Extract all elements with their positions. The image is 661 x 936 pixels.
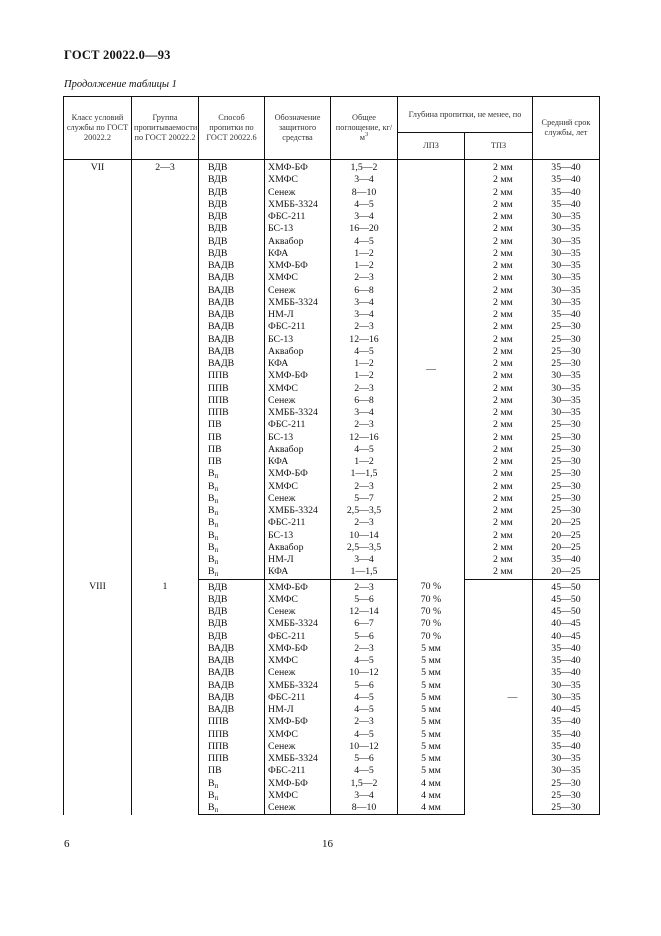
cell-load: 2—3 xyxy=(331,643,398,655)
cell-impregnability-group: 1 xyxy=(132,579,199,815)
cell-load: 8—10 xyxy=(331,187,398,199)
cell-load: 1—1,5 xyxy=(331,468,398,480)
cell-service-life: 30—35 xyxy=(533,236,600,248)
cell-lpz: 70 % xyxy=(398,606,465,618)
cell-load: 10—12 xyxy=(331,667,398,679)
cell-agent: НМ-Л xyxy=(265,554,331,566)
cell-agent: БС-13 xyxy=(265,432,331,444)
cell-agent: ХМФС xyxy=(265,383,331,395)
cell-agent: ФБС-211 xyxy=(265,692,331,704)
cell-agent: ХМФ-БФ xyxy=(265,579,331,594)
cell-agent: ХМББ-3324 xyxy=(265,618,331,630)
cell-agent: БС-13 xyxy=(265,334,331,346)
cell-service-life: 25—30 xyxy=(533,321,600,333)
cell-lpz: 5 мм xyxy=(398,643,465,655)
cell-method: $В_п$ xyxy=(199,493,265,505)
cell-load: 1—2 xyxy=(331,358,398,370)
cell-method: $В_п$ xyxy=(199,554,265,566)
cell-method: ВАДВ xyxy=(199,643,265,655)
cell-tpz: 2 мм xyxy=(465,248,533,260)
cell-load: 4—5 xyxy=(331,729,398,741)
cell-tpz: 2 мм xyxy=(465,493,533,505)
page-number-center: 16 xyxy=(322,838,333,850)
cell-method: ВАДВ xyxy=(199,704,265,716)
cell-lpz: 5 мм xyxy=(398,692,465,704)
cell-agent: КФА xyxy=(265,566,331,579)
cell-lpz: 70 % xyxy=(398,579,465,594)
cell-tpz: 2 мм xyxy=(465,554,533,566)
cell-agent: ХМББ-3324 xyxy=(265,505,331,517)
cell-impregnability-group: 2—3 xyxy=(132,160,199,580)
cell-load: 4—5 xyxy=(331,655,398,667)
cell-load: 4—5 xyxy=(331,704,398,716)
cell-agent: ХМББ-3324 xyxy=(265,297,331,309)
cell-service-life: 30—35 xyxy=(533,297,600,309)
cell-load: 4—5 xyxy=(331,346,398,358)
cell-lpz: 5 мм xyxy=(398,667,465,679)
cell-service-life: 25—30 xyxy=(533,346,600,358)
cell-service-life: 35—40 xyxy=(533,554,600,566)
cell-tpz: 2 мм xyxy=(465,174,533,186)
cell-service-life: 20—25 xyxy=(533,566,600,579)
cell-agent: НМ-Л xyxy=(265,309,331,321)
cell-tpz: 2 мм xyxy=(465,223,533,235)
cell-load: 1—2 xyxy=(331,370,398,382)
cell-tpz: 2 мм xyxy=(465,187,533,199)
col-header-agent: Обозначение защитного средства xyxy=(265,97,331,160)
impregnation-table xyxy=(63,96,600,815)
cell-tpz: 2 мм xyxy=(465,542,533,554)
cell-agent: Сенеж xyxy=(265,606,331,618)
cell-agent: ХМФ-БФ xyxy=(265,370,331,382)
cell-agent: ХМФ-БФ xyxy=(265,260,331,272)
cell-method: ВАДВ xyxy=(199,358,265,370)
cell-method: ВАДВ xyxy=(199,655,265,667)
cell-load: 2—3 xyxy=(331,517,398,529)
cell-load: 2—3 xyxy=(331,321,398,333)
cell-service-class: VII xyxy=(64,160,132,580)
table-body xyxy=(64,160,600,815)
cell-method: ВДВ xyxy=(199,199,265,211)
cell-method: ВДВ xyxy=(199,631,265,643)
cell-method: ВДВ xyxy=(199,160,265,175)
cell-method: ВДВ xyxy=(199,223,265,235)
cell-tpz: 2 мм xyxy=(465,285,533,297)
cell-agent: Сенеж xyxy=(265,493,331,505)
cell-load: 2—3 xyxy=(331,716,398,728)
cell-tpz: 2 мм xyxy=(465,334,533,346)
cell-method: ВАДВ xyxy=(199,321,265,333)
cell-service-life: 25—30 xyxy=(533,334,600,346)
col-header-load: Общее поглощение, $кг/м^3$ xyxy=(331,97,398,160)
cell-agent: ХМББ-3324 xyxy=(265,199,331,211)
cell-service-life: 30—35 xyxy=(533,407,600,419)
cell-service-life: 30—35 xyxy=(533,248,600,260)
cell-lpz: 5 мм xyxy=(398,729,465,741)
cell-service-life: 35—40 xyxy=(533,187,600,199)
cell-agent: БС-13 xyxy=(265,223,331,235)
cell-load: 10—14 xyxy=(331,530,398,542)
cell-service-life: 35—40 xyxy=(533,667,600,679)
cell-lpz: 5 мм xyxy=(398,680,465,692)
cell-tpz: 2 мм xyxy=(465,432,533,444)
cell-service-life: 20—25 xyxy=(533,542,600,554)
cell-tpz-merged: — xyxy=(465,579,533,815)
cell-load: 4—5 xyxy=(331,199,398,211)
cell-method: ПВ xyxy=(199,419,265,431)
cell-load: 3—4 xyxy=(331,297,398,309)
cell-service-life: 45—50 xyxy=(533,606,600,618)
cell-method: ПВ xyxy=(199,444,265,456)
cell-agent: ФБС-211 xyxy=(265,211,331,223)
document-title: ГОСТ 20022.0—93 xyxy=(64,48,171,62)
cell-load: 3—4 xyxy=(331,554,398,566)
cell-service-life: 25—30 xyxy=(533,505,600,517)
cell-lpz: 4 мм xyxy=(398,778,465,790)
cell-agent: ХМББ-3324 xyxy=(265,680,331,692)
cell-load: 6—8 xyxy=(331,395,398,407)
cell-service-life: 40—45 xyxy=(533,704,600,716)
cell-method: ВДВ xyxy=(199,248,265,260)
cell-tpz: 2 мм xyxy=(465,530,533,542)
cell-service-life: 35—40 xyxy=(533,741,600,753)
cell-tpz: 2 мм xyxy=(465,346,533,358)
cell-service-life: 30—35 xyxy=(533,272,600,284)
cell-method: ВАДВ xyxy=(199,272,265,284)
cell-load: 2,5—3,5 xyxy=(331,542,398,554)
cell-tpz: 2 мм xyxy=(465,309,533,321)
cell-load: 2—3 xyxy=(331,272,398,284)
cell-tpz: 2 мм xyxy=(465,321,533,333)
cell-load: 5—7 xyxy=(331,493,398,505)
col-header-tpz: ТПЗ xyxy=(465,133,533,160)
table-row xyxy=(64,579,600,594)
cell-service-life: 35—40 xyxy=(533,174,600,186)
cell-service-life: 30—35 xyxy=(533,223,600,235)
col-header-depth: Глубина пропитки, не менее, по xyxy=(398,97,533,133)
cell-method: $В_п$ xyxy=(199,790,265,802)
cell-lpz: 70 % xyxy=(398,618,465,630)
cell-tpz: 2 мм xyxy=(465,566,533,579)
cell-tpz: 2 мм xyxy=(465,272,533,284)
cell-agent: Сенеж xyxy=(265,802,331,815)
cell-agent: ХМФС xyxy=(265,729,331,741)
cell-method: $В_п$ xyxy=(199,566,265,579)
cell-load: 5—6 xyxy=(331,753,398,765)
cell-method: ВАДВ xyxy=(199,260,265,272)
cell-lpz: 4 мм xyxy=(398,802,465,815)
cell-service-life: 25—30 xyxy=(533,468,600,480)
cell-service-life: 35—40 xyxy=(533,160,600,175)
cell-agent: Сенеж xyxy=(265,187,331,199)
cell-tpz: 2 мм xyxy=(465,444,533,456)
cell-method: ВДВ xyxy=(199,606,265,618)
cell-tpz: 2 мм xyxy=(465,370,533,382)
cell-agent: ХМФС xyxy=(265,594,331,606)
cell-tpz: 2 мм xyxy=(465,456,533,468)
cell-method: ПВ xyxy=(199,765,265,777)
cell-lpz: 70 % xyxy=(398,631,465,643)
cell-method: $В_п$ xyxy=(199,530,265,542)
cell-method: ВАДВ xyxy=(199,667,265,679)
cell-agent: ХМФС xyxy=(265,481,331,493)
cell-method: $В_п$ xyxy=(199,517,265,529)
cell-load: 4—5 xyxy=(331,444,398,456)
cell-tpz: 2 мм xyxy=(465,297,533,309)
cell-method: ППВ xyxy=(199,383,265,395)
cell-agent: ХМФС xyxy=(265,655,331,667)
cell-lpz: 5 мм xyxy=(398,716,465,728)
cell-load: 5—6 xyxy=(331,680,398,692)
cell-method: ППВ xyxy=(199,729,265,741)
cell-method: ВАДВ xyxy=(199,297,265,309)
cell-service-class: VIII xyxy=(64,579,132,815)
cell-load: 12—16 xyxy=(331,334,398,346)
cell-agent: ФБС-211 xyxy=(265,419,331,431)
cell-method: ППВ xyxy=(199,407,265,419)
cell-service-life: 35—40 xyxy=(533,309,600,321)
cell-tpz: 2 мм xyxy=(465,358,533,370)
cell-service-life: 30—35 xyxy=(533,680,600,692)
cell-method: ВАДВ xyxy=(199,346,265,358)
col-header-group: Группа пропитываемости по ГОСТ 20022.2 xyxy=(132,97,199,160)
cell-service-life: 40—45 xyxy=(533,618,600,630)
cell-method: ВАДВ xyxy=(199,334,265,346)
cell-load: 12—14 xyxy=(331,606,398,618)
cell-service-life: 30—35 xyxy=(533,285,600,297)
cell-service-life: 25—30 xyxy=(533,358,600,370)
cell-load: 6—7 xyxy=(331,618,398,630)
col-header-class: Класс условий службы по ГОСТ 20022.2 xyxy=(64,97,132,160)
cell-tpz: 2 мм xyxy=(465,517,533,529)
cell-service-life: 25—30 xyxy=(533,419,600,431)
cell-service-life: 35—40 xyxy=(533,729,600,741)
cell-agent: Аквабор xyxy=(265,444,331,456)
cell-method: ВДВ xyxy=(199,594,265,606)
cell-agent: ФБС-211 xyxy=(265,765,331,777)
cell-method: ВДВ xyxy=(199,211,265,223)
cell-method: $В_п$ xyxy=(199,468,265,480)
cell-method: ПВ xyxy=(199,456,265,468)
cell-service-life: 25—30 xyxy=(533,444,600,456)
cell-agent: Аквабор xyxy=(265,236,331,248)
cell-service-life: 30—35 xyxy=(533,211,600,223)
cell-service-life: 30—35 xyxy=(533,370,600,382)
cell-service-life: 30—35 xyxy=(533,753,600,765)
cell-agent: Сенеж xyxy=(265,667,331,679)
cell-service-life: 45—50 xyxy=(533,579,600,594)
cell-load: 2—3 xyxy=(331,481,398,493)
cell-agent: ХМФ-БФ xyxy=(265,468,331,480)
cell-load: 4—5 xyxy=(331,236,398,248)
cell-agent: НМ-Л xyxy=(265,704,331,716)
cell-service-life: 30—35 xyxy=(533,395,600,407)
cell-method: $В_п$ xyxy=(199,542,265,554)
cell-lpz: 4 мм xyxy=(398,790,465,802)
cell-method: ВДВ xyxy=(199,174,265,186)
cell-service-life: 35—40 xyxy=(533,716,600,728)
cell-lpz: 5 мм xyxy=(398,741,465,753)
cell-agent: ХМФ-БФ xyxy=(265,643,331,655)
cell-tpz: 2 мм xyxy=(465,407,533,419)
cell-agent: ХМФС xyxy=(265,174,331,186)
cell-load: 5—6 xyxy=(331,631,398,643)
cell-service-life: 25—30 xyxy=(533,456,600,468)
cell-agent: ХМФ-БФ xyxy=(265,160,331,175)
cell-tpz: 2 мм xyxy=(465,481,533,493)
cell-service-life: 35—40 xyxy=(533,643,600,655)
cell-lpz-merged: — xyxy=(398,160,465,580)
cell-agent: ХМББ-3324 xyxy=(265,753,331,765)
table-continuation-caption: Продолжение таблицы 1 xyxy=(64,79,177,90)
cell-service-life: 20—25 xyxy=(533,517,600,529)
cell-tpz: 2 мм xyxy=(465,383,533,395)
cell-method: ППВ xyxy=(199,753,265,765)
cell-method: ВАДВ xyxy=(199,285,265,297)
cell-agent: Сенеж xyxy=(265,741,331,753)
cell-load: 2—3 xyxy=(331,419,398,431)
cell-load: 2—3 xyxy=(331,579,398,594)
cell-method: ППВ xyxy=(199,370,265,382)
cell-service-life: 45—50 xyxy=(533,594,600,606)
cell-method: ВДВ xyxy=(199,579,265,594)
cell-load: 2,5—3,5 xyxy=(331,505,398,517)
cell-service-life: 35—40 xyxy=(533,199,600,211)
cell-method: ВАДВ xyxy=(199,680,265,692)
cell-service-life: 25—30 xyxy=(533,493,600,505)
cell-lpz: 5 мм xyxy=(398,655,465,667)
cell-tpz: 2 мм xyxy=(465,236,533,248)
cell-agent: ФБС-211 xyxy=(265,631,331,643)
cell-load: 12—16 xyxy=(331,432,398,444)
cell-method: ВДВ xyxy=(199,187,265,199)
cell-service-life: 20—25 xyxy=(533,530,600,542)
cell-agent: Сенеж xyxy=(265,395,331,407)
col-header-lpz: ЛПЗ xyxy=(398,133,465,160)
cell-tpz: 2 мм xyxy=(465,199,533,211)
cell-load: 4—5 xyxy=(331,692,398,704)
cell-service-life: 25—30 xyxy=(533,802,600,815)
cell-load: 1—1,5 xyxy=(331,566,398,579)
cell-agent: КФА xyxy=(265,358,331,370)
cell-load: 3—4 xyxy=(331,790,398,802)
cell-agent: ХМФС xyxy=(265,790,331,802)
cell-method: ППВ xyxy=(199,716,265,728)
cell-service-life: 25—30 xyxy=(533,481,600,493)
cell-service-life: 30—35 xyxy=(533,765,600,777)
cell-method: ВДВ xyxy=(199,236,265,248)
cell-method: ППВ xyxy=(199,395,265,407)
cell-service-life: 30—35 xyxy=(533,383,600,395)
col-header-life: Средний срок службы, лет xyxy=(533,97,600,160)
cell-method: $В_п$ xyxy=(199,505,265,517)
cell-agent: ФБС-211 xyxy=(265,517,331,529)
cell-service-life: 30—35 xyxy=(533,692,600,704)
cell-method: ППВ xyxy=(199,741,265,753)
cell-agent: ФБС-211 xyxy=(265,321,331,333)
cell-agent: БС-13 xyxy=(265,530,331,542)
cell-load: 3—4 xyxy=(331,211,398,223)
cell-agent: Аквабор xyxy=(265,542,331,554)
cell-service-life: 40—45 xyxy=(533,631,600,643)
cell-service-life: 30—35 xyxy=(533,260,600,272)
cell-method: ВАДВ xyxy=(199,309,265,321)
cell-agent: Аквабор xyxy=(265,346,331,358)
cell-load: 2—3 xyxy=(331,383,398,395)
cell-method: $В_п$ xyxy=(199,778,265,790)
cell-load: 1,5—2 xyxy=(331,160,398,175)
cell-agent: ХМФ-БФ xyxy=(265,778,331,790)
page-number-left: 6 xyxy=(64,838,70,850)
cell-load: 3—4 xyxy=(331,174,398,186)
cell-agent: Сенеж xyxy=(265,285,331,297)
cell-method: $В_п$ xyxy=(199,481,265,493)
cell-method: ПВ xyxy=(199,432,265,444)
cell-load: 1—2 xyxy=(331,260,398,272)
cell-agent: ХМФС xyxy=(265,272,331,284)
cell-load: 1,5—2 xyxy=(331,778,398,790)
cell-tpz: 2 мм xyxy=(465,419,533,431)
cell-load: 10—12 xyxy=(331,741,398,753)
cell-tpz: 2 мм xyxy=(465,260,533,272)
cell-method: ВДВ xyxy=(199,618,265,630)
cell-agent: ХМФ-БФ xyxy=(265,716,331,728)
cell-agent: КФА xyxy=(265,248,331,260)
cell-load: 3—4 xyxy=(331,407,398,419)
cell-load: 8—10 xyxy=(331,802,398,815)
cell-tpz: 2 мм xyxy=(465,395,533,407)
cell-service-life: 25—30 xyxy=(533,790,600,802)
cell-load: 5—6 xyxy=(331,594,398,606)
cell-tpz: 2 мм xyxy=(465,211,533,223)
cell-lpz: 70 % xyxy=(398,594,465,606)
cell-service-life: 25—30 xyxy=(533,432,600,444)
cell-load: 16—20 xyxy=(331,223,398,235)
cell-lpz: 5 мм xyxy=(398,753,465,765)
cell-load: 4—5 xyxy=(331,765,398,777)
cell-agent: ХМББ-3324 xyxy=(265,407,331,419)
cell-load: 6—8 xyxy=(331,285,398,297)
cell-tpz: 2 мм xyxy=(465,505,533,517)
cell-lpz: 5 мм xyxy=(398,704,465,716)
cell-service-life: 25—30 xyxy=(533,778,600,790)
cell-lpz: 5 мм xyxy=(398,765,465,777)
col-header-method: Способ пропитки по ГОСТ 20022.6 xyxy=(199,97,265,160)
cell-tpz: 2 мм xyxy=(465,468,533,480)
cell-tpz: 2 мм xyxy=(465,160,533,175)
cell-agent: КФА xyxy=(265,456,331,468)
cell-load: 1—2 xyxy=(331,456,398,468)
cell-service-life: 35—40 xyxy=(533,655,600,667)
cell-load: 3—4 xyxy=(331,309,398,321)
table-row xyxy=(64,160,600,175)
cell-method: ВАДВ xyxy=(199,692,265,704)
cell-method: $В_п$ xyxy=(199,802,265,815)
cell-load: 1—2 xyxy=(331,248,398,260)
